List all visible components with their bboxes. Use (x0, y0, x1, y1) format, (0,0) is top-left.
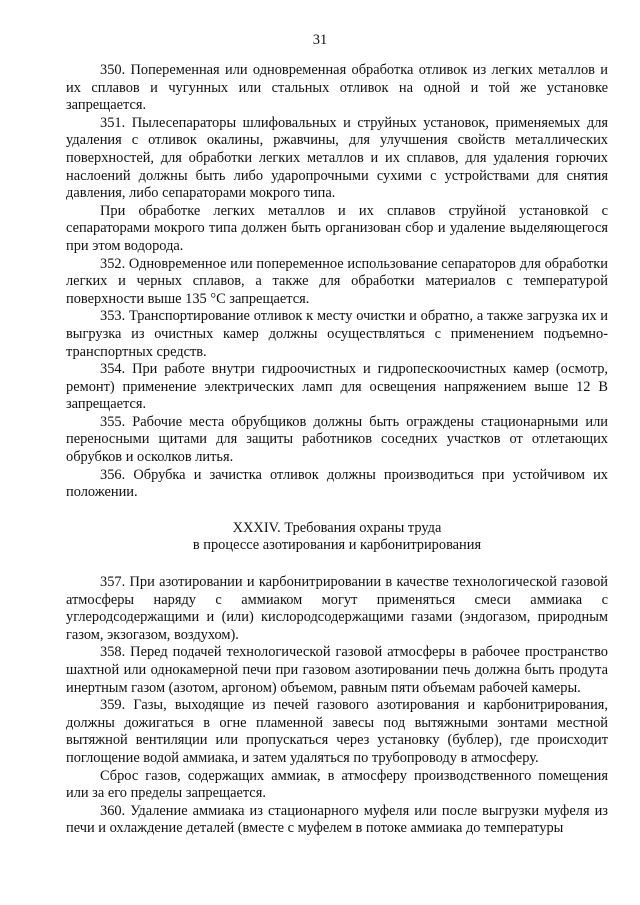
paragraph-357: 357. При азотировании и карбонитрировании в качестве технологической газовой атмосферы наряду с аммиаком могут применяться смеси аммиака с углеродсодержащими и (или) кислородсодержащими газами (эндогазом, природным газом, экзогазом, воздухом). (66, 574, 608, 643)
paragraph-355: 355. Рабочие места обрубщиков должны быть ограждены стационарными или переносными щитами для защиты работников соседних участков от отлетающих обрубков и осколков литья. (66, 413, 608, 466)
section-heading-line1: XXXIV. Требования охраны труда (232, 519, 442, 536)
paragraph-359: 359. Газы, выходящие из печей газового азотирования и карбонитрирования, должны дожигаться в огне пламенной завесы под вытяжными зонтами местной вытяжной вентиляции или пропускаться через установку (бублер), где происходит поглощение водой аммиака, и затем удаляться по трубопроводу в атмосферу. (66, 697, 608, 766)
paragraph-359-continuation: Сброс газов, содержащих аммиак, в атмосферу производственного помещения или за его пределы запрещается. (66, 767, 608, 802)
section-heading (66, 520, 608, 555)
paragraph-360: 360. Удаление аммиака из стационарного муфеля или после выгрузки муфеля из печи и охлаждение деталей (вместе с муфелем в потоке аммиака до температуры (66, 802, 608, 837)
document-body (66, 62, 608, 838)
paragraph-353: 353. Транспортирование отливок к месту очистки и обратно, а также загрузка их и выгрузка из очистных камер должны осуществляться с применением подъемно-транспортных средств. (66, 308, 608, 360)
paragraph-354: 354. При работе внутри гидроочистных и гидропескоочистных камер (осмотр, ремонт) применение электрических ламп для освещения напряжением выше 12 В запрещается. (66, 361, 608, 413)
paragraph-352: 352. Одновременное или попеременное использование сепараторов для обработки легких и черных сплавов, а также для обработки материалов с температурой поверхности выше 135 °С запрещается. (66, 255, 608, 307)
paragraph-358: 358. Перед подачей технологической газовой атмосферы в рабочее пространство шахтной или однокамерной печи при газовом азотировании печь должна быть продута инертным газом (азотом, аргоном) объемом, равным пяти объемам рабочей камеры. (66, 644, 608, 696)
paragraph-350: 350. Попеременная или одновременная обработка отливок из легких металлов и их сплавов и чугунных или стальных отливок на одной и той же установке запрещается. (66, 62, 608, 114)
page-number: 31 (312, 32, 328, 48)
paragraph-356: 356. Обрубка и зачистка отливок должны производиться при устойчивом их положении. (66, 466, 608, 501)
paragraph-351-continuation: При обработке легких металлов и их сплавов струйной установкой с сепараторами мокрого типа должен быть организован сбор и удаление выделяющегося при этом водорода. (66, 202, 608, 254)
section-heading-line2: в процессе азотирования и карбонитрирования (192, 537, 482, 554)
paragraph-351: 351. Пылесепараторы шлифовальных и струйных установок, применяемых для удаления с отливок окалины, ржавчины, для улучшения свойств металлических поверхностей, для обработки легких металлов и их сплавов, для удаления горючих наслоений должны быть либо ударопрочными сухими с устройствами для снятия давления, либо сепараторами мокрого типа. (66, 114, 608, 202)
